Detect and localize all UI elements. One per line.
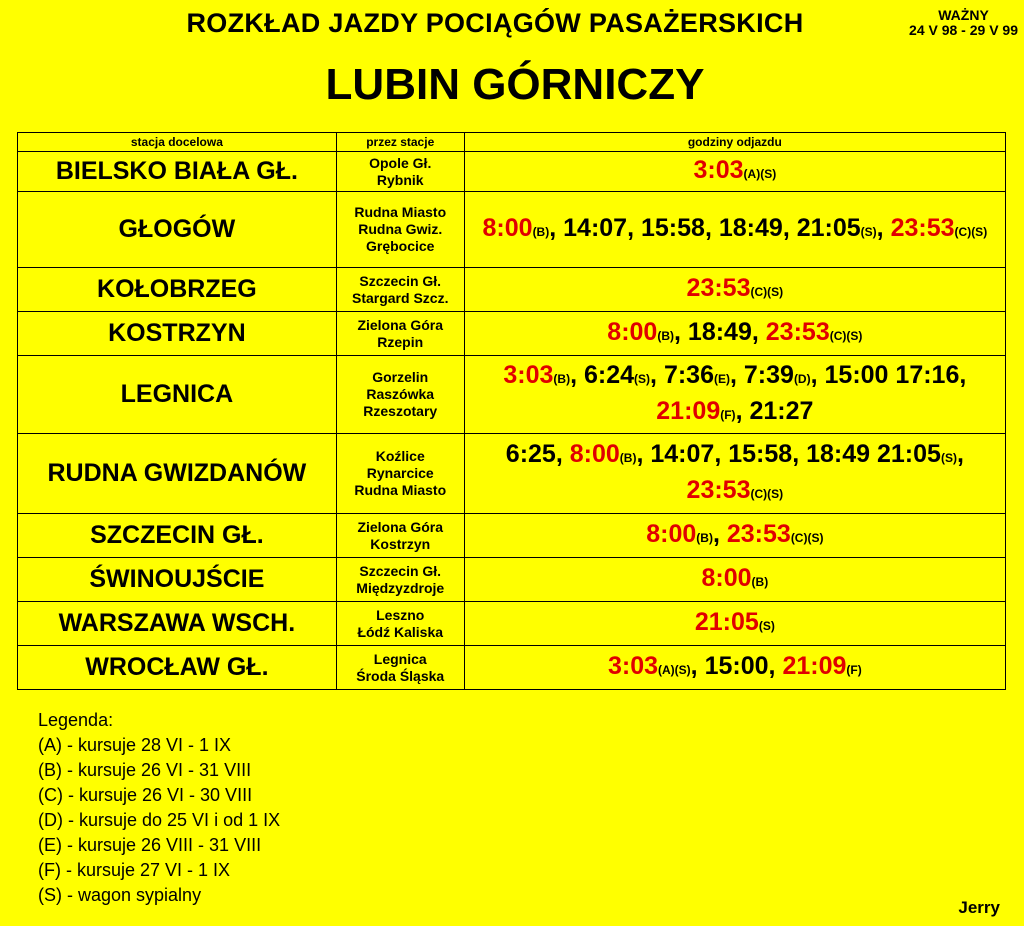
time-note: (A)(S) xyxy=(658,662,691,677)
departure-time xyxy=(891,214,988,242)
time-separator: , xyxy=(690,651,698,680)
departure-times-cell xyxy=(464,152,1005,192)
via-station: Kostrzyn xyxy=(370,535,431,552)
time-note: (C)(S) xyxy=(954,224,988,239)
destination-cell: WROCŁAW GŁ. xyxy=(18,646,337,690)
time-value: 3:03 xyxy=(503,360,554,389)
time-value: 14:07 xyxy=(563,213,628,242)
time-value: 21:09 xyxy=(782,651,847,680)
departure-time xyxy=(825,361,889,389)
legend-item: (F) - kursuje 27 VI - 1 IX xyxy=(38,860,231,880)
time-value: 23:53 xyxy=(765,317,830,346)
time-value: 7:36 xyxy=(663,360,714,389)
departure-time xyxy=(727,520,824,548)
via-cell xyxy=(336,312,464,356)
time-value: 21:05 xyxy=(796,213,861,242)
time-separator: , xyxy=(735,396,743,425)
table-row xyxy=(18,602,1006,646)
time-separator: , xyxy=(751,317,759,346)
time-note: (A)(S) xyxy=(743,166,777,181)
time-value: 15:58 xyxy=(641,213,705,242)
departure-time xyxy=(570,440,644,468)
table-row xyxy=(18,268,1006,312)
via-station: Międzyzdroje xyxy=(356,579,445,596)
time-separator: , xyxy=(650,360,657,389)
via-station: Łódź Kaliska xyxy=(357,623,444,640)
time-value: 8:00 xyxy=(646,519,697,548)
destination-cell: ŚWINOUJŚCIE xyxy=(18,558,337,602)
departure-time xyxy=(719,214,790,242)
time-value: 21:05 xyxy=(694,607,759,636)
time-note: (C)(S) xyxy=(750,284,784,299)
destination-cell: RUDNA GWIZDANÓW xyxy=(18,434,337,514)
time-note: (B) xyxy=(696,530,713,545)
validity-label: WAŻNY xyxy=(938,7,989,23)
via-station: Rzepin xyxy=(377,333,424,350)
departure-times-cell xyxy=(464,192,1005,268)
via-station: Zielona Góra xyxy=(357,316,444,333)
time-value: 23:53 xyxy=(726,519,791,548)
departure-time xyxy=(701,564,768,592)
time-value: 21:09 xyxy=(656,396,721,425)
legend-item: (D) - kursuje do 25 VI i od 1 IX xyxy=(38,810,281,830)
time-value: 14:07 xyxy=(650,439,715,468)
time-separator: , xyxy=(674,317,681,346)
departure-times-cell xyxy=(464,558,1005,602)
via-cell xyxy=(336,356,464,434)
via-station: Rudna Miasto xyxy=(354,482,447,498)
time-value: 8:00 xyxy=(482,213,533,242)
via-cell xyxy=(336,434,464,514)
time-note: (S) xyxy=(940,450,957,465)
time-separator: , xyxy=(570,360,578,389)
via-station: Grębocice xyxy=(365,238,435,254)
header-destination: stacja docelowa xyxy=(18,133,337,152)
time-note: (B) xyxy=(553,371,571,386)
time-separator: , xyxy=(768,651,776,680)
via-station: Szczecin Gł. xyxy=(359,562,442,579)
departure-time xyxy=(656,397,742,425)
departure-time xyxy=(641,214,712,242)
time-note: (S) xyxy=(758,618,775,633)
destination-cell: GŁOGÓW xyxy=(18,192,337,268)
destination-cell: SZCZECIN GŁ. xyxy=(18,514,337,558)
validity-box xyxy=(909,8,1018,38)
time-value: 8:00 xyxy=(569,439,620,468)
departure-time xyxy=(728,440,799,468)
via-station: Koźlice xyxy=(375,448,425,464)
time-note: (C)(S) xyxy=(750,486,784,501)
via-cell xyxy=(336,514,464,558)
via-cell xyxy=(336,602,464,646)
time-note: (F) xyxy=(720,407,736,422)
time-separator: , xyxy=(729,360,737,389)
table-row xyxy=(18,646,1006,690)
time-separator: , xyxy=(876,213,884,242)
departure-times-cell xyxy=(464,356,1005,434)
departure-times-cell xyxy=(464,268,1005,312)
time-note: (S) xyxy=(860,224,877,239)
departure-time xyxy=(749,397,813,425)
time-value: 7:39 xyxy=(743,360,794,389)
time-value: 23:53 xyxy=(686,273,751,302)
time-value: 17:16 xyxy=(895,360,960,389)
author-signature: Jerry xyxy=(958,898,1000,917)
legend-title: Legenda: xyxy=(38,710,114,730)
time-value: 6:25 xyxy=(505,439,556,468)
time-separator: , xyxy=(549,213,557,242)
time-note: (C)(S) xyxy=(829,328,863,343)
via-station: Szczecin Gł. xyxy=(359,272,442,289)
via-cell xyxy=(336,268,464,312)
time-note: (D) xyxy=(793,371,811,386)
departure-time xyxy=(687,476,784,504)
time-value: 15:58 xyxy=(728,439,793,468)
time-value: 3:03 xyxy=(693,155,744,184)
via-station: Gorzelin xyxy=(372,369,429,385)
departure-times-cell xyxy=(464,646,1005,690)
time-note: (B) xyxy=(751,574,769,589)
departure-times-cell xyxy=(464,434,1005,514)
time-separator: , xyxy=(712,519,720,548)
time-value: 21:27 xyxy=(749,396,814,425)
time-separator: , xyxy=(792,439,800,468)
time-separator: , xyxy=(956,439,964,468)
departure-time xyxy=(797,214,884,242)
departure-time xyxy=(895,361,966,389)
via-station: Zielona Góra xyxy=(357,518,444,535)
departure-time xyxy=(694,156,777,184)
via-station: Opole Gł. xyxy=(369,154,432,171)
table-row xyxy=(18,192,1006,268)
time-note: (B) xyxy=(657,328,675,343)
departure-time xyxy=(503,361,577,389)
via-station: Stargard Szcz. xyxy=(351,289,449,306)
destination-cell: LEGNICA xyxy=(18,356,337,434)
via-station: Leszno xyxy=(376,606,425,623)
via-station: Raszówka xyxy=(366,386,435,402)
destination-cell: KOSTRZYN xyxy=(18,312,337,356)
time-value: 15:00 xyxy=(824,360,889,389)
departure-time xyxy=(483,214,557,242)
time-note: (E) xyxy=(713,371,730,386)
time-separator: , xyxy=(704,213,712,242)
timetable-header xyxy=(18,133,1006,152)
departure-time xyxy=(664,361,737,389)
via-cell xyxy=(336,152,464,192)
via-station: Rudna Miasto xyxy=(354,204,447,220)
via-cell xyxy=(336,646,464,690)
time-separator: , xyxy=(636,439,644,468)
time-value: 18:49 xyxy=(806,439,871,468)
legend-item: (C) - kursuje 26 VI - 30 VIII xyxy=(38,785,253,805)
time-note: (B) xyxy=(532,224,550,239)
time-value: 23:53 xyxy=(890,213,955,242)
departure-times-cell xyxy=(464,312,1005,356)
destination-cell: BIELSKO BIAŁA GŁ. xyxy=(18,152,337,192)
departure-time xyxy=(687,274,784,302)
time-note: (F) xyxy=(846,662,862,677)
time-value: 8:00 xyxy=(607,317,658,346)
time-separator: , xyxy=(627,213,635,242)
legend-item: (A) - kursuje 28 VI - 1 IX xyxy=(38,735,232,755)
time-value: 8:00 xyxy=(701,563,752,592)
departure-times-cell xyxy=(464,514,1005,558)
via-cell xyxy=(336,192,464,268)
departure-time xyxy=(650,440,721,468)
station-name: LUBIN GÓRNICZY xyxy=(325,60,705,109)
departure-time xyxy=(877,440,964,468)
table-row xyxy=(18,434,1006,514)
destination-cell: KOŁOBRZEG xyxy=(18,268,337,312)
via-station: Środa Śląska xyxy=(356,667,445,684)
departure-time xyxy=(744,361,818,389)
departure-time xyxy=(688,318,759,346)
time-value: 3:03 xyxy=(607,651,659,680)
table-row xyxy=(18,152,1006,192)
time-separator: , xyxy=(555,439,563,468)
departure-time xyxy=(705,652,776,680)
departure-time xyxy=(506,440,563,468)
table-row xyxy=(18,356,1006,434)
time-separator: , xyxy=(959,360,967,389)
departure-time xyxy=(607,318,681,346)
departure-time xyxy=(782,652,861,680)
time-separator: , xyxy=(714,439,722,468)
time-value: 15:00 xyxy=(704,651,769,680)
page-title: ROZKŁAD JAZDY POCIĄGÓW PASAŻERSKICH xyxy=(186,8,804,38)
departure-time xyxy=(584,361,657,389)
via-station: Rzeszotary xyxy=(363,403,438,419)
timetable xyxy=(17,132,1006,690)
departure-time xyxy=(695,608,775,636)
legend xyxy=(38,708,280,908)
legend-item: (E) - kursuje 26 VIII - 31 VIII xyxy=(38,835,262,855)
time-separator: , xyxy=(810,360,818,389)
time-value: 18:49 xyxy=(718,213,783,242)
time-separator: , xyxy=(782,213,790,242)
via-station: Legnica xyxy=(373,650,427,667)
time-value: 6:24 xyxy=(583,360,635,389)
via-cell xyxy=(336,558,464,602)
via-station: Rynarcice xyxy=(366,465,434,481)
time-note: (S) xyxy=(634,371,651,386)
legend-item: (B) - kursuje 26 VI - 31 VIII xyxy=(38,760,252,780)
via-station: Rudna Gwiz. xyxy=(358,221,443,237)
header-via: przez stacje xyxy=(336,133,464,152)
header-times: godziny odjazdu xyxy=(464,133,1005,152)
departure-times-cell xyxy=(464,602,1005,646)
validity-period: 24 V 98 - 29 V 99 xyxy=(909,22,1018,38)
time-value: 18:49 xyxy=(687,317,752,346)
legend-item: (S) - wagon sypialny xyxy=(38,885,202,905)
via-station: Rybnik xyxy=(376,171,424,188)
time-value: 21:05 xyxy=(877,439,941,468)
time-note: (C)(S) xyxy=(790,530,824,545)
time-note: (B) xyxy=(619,450,637,465)
departure-time xyxy=(806,440,870,468)
departure-time xyxy=(563,214,634,242)
time-value: 23:53 xyxy=(686,475,751,504)
destination-cell: WARSZAWA WSCH. xyxy=(18,602,337,646)
departure-time xyxy=(766,318,863,346)
table-row xyxy=(18,558,1006,602)
table-row xyxy=(18,514,1006,558)
table-row xyxy=(18,312,1006,356)
departure-time xyxy=(646,520,720,548)
departure-time xyxy=(608,652,698,680)
